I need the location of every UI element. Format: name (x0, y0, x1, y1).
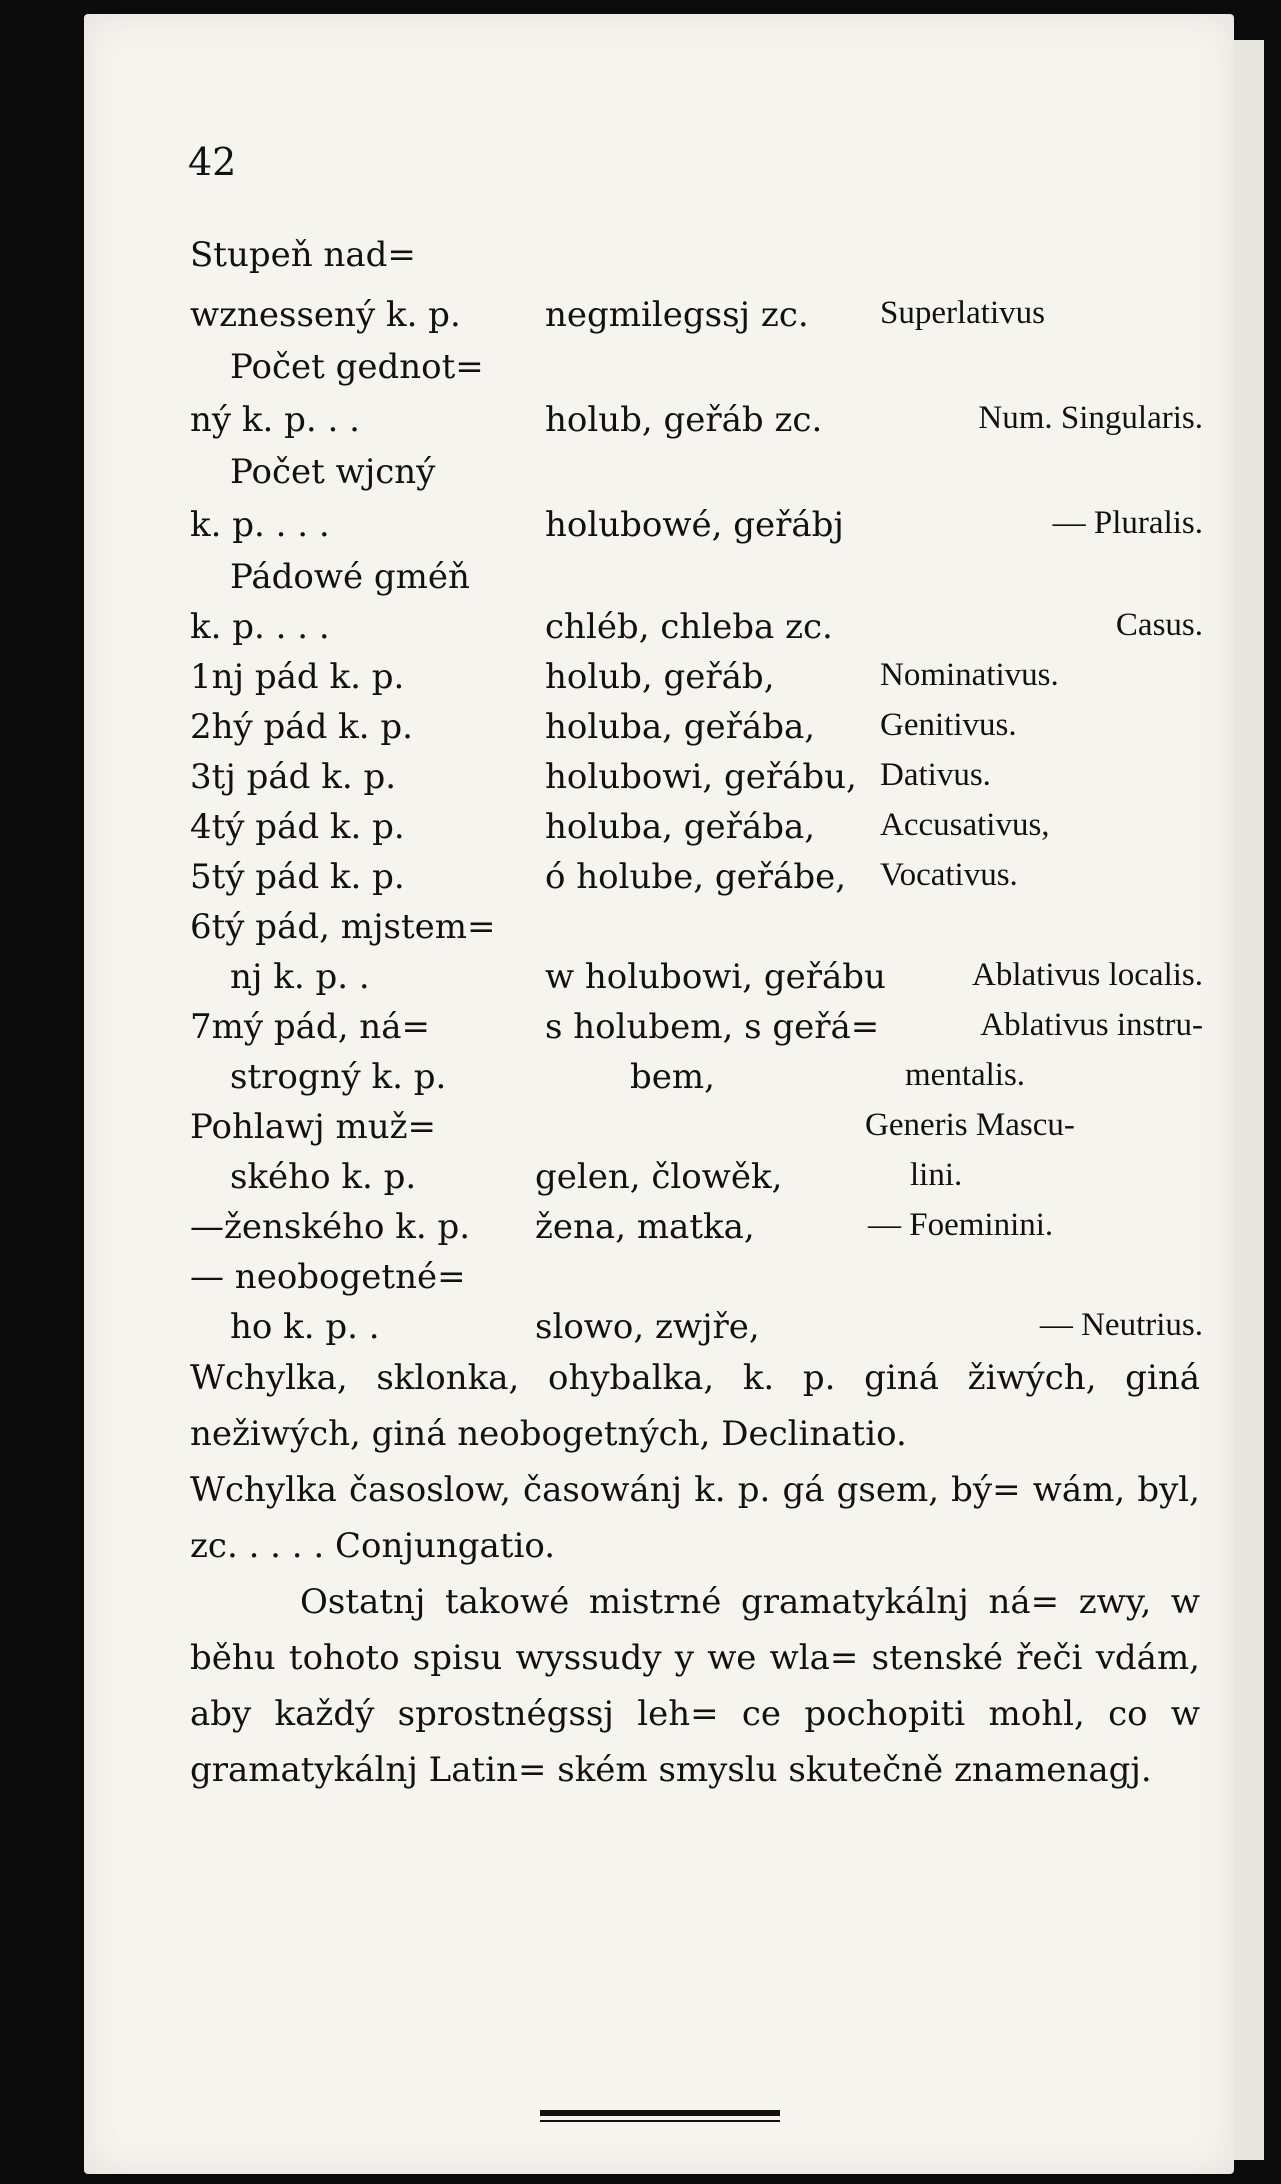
row-2-col1: Počet gednot= (230, 347, 484, 387)
paragraph-declinatio: Wchylka, sklonka, ohybalka, k. p. giná žiwých, giná nežiwých, giná neobogetných, Declinatio. (190, 1358, 1200, 1454)
row-0-col1: Stupeň nad= (190, 235, 416, 275)
row-1-col1: wznessený k. p. (190, 295, 461, 335)
row-10-col1: 3tj pád k. p. (190, 757, 397, 797)
row-5-col3: — Pluralis. (1052, 505, 1203, 541)
paragraph-closing: Ostatnj takowé mistrné gramatykálnj ná= zwy, w běhu tohoto spisu wyssudy y we wla= stenské řeči vdám, aby každý sprostnégssj leh= ce pochopiti mohl, co w gramatykálnj Latin= ském smyslu skutečně znamenagj. (190, 1582, 1200, 1790)
row-11-col3: Accusativus, (880, 807, 1050, 843)
row-18-col3: lini. (910, 1157, 963, 1193)
page-edge (1234, 40, 1264, 2160)
row-10-col3: Dativus. (880, 757, 991, 793)
row-10-col2: holubowi, geřábu, (545, 757, 857, 797)
paragraph-conjungatio: Wchylka časoslow, časowánj k. p. gá gsem, bý= wám, byl, zc. . . . . Conjungatio. (190, 1470, 1200, 1566)
row-15-col1: 7mý pád, ná= (190, 1007, 430, 1047)
row-3-col2: holub, geřáb zc. (545, 400, 823, 440)
row-9-col3: Genitivus. (880, 707, 1017, 743)
row-18-col2: gelen, člowěk, (535, 1157, 783, 1197)
row-15-col2: s holubem, s geřá= (545, 1007, 880, 1047)
row-16-col2: bem, (630, 1057, 715, 1097)
row-16-col3: mentalis. (905, 1057, 1026, 1093)
row-9-col2: holuba, geřába, (545, 707, 816, 747)
row-5-col1: k. p. . . . (190, 505, 330, 545)
closing-rule-thin (540, 2120, 780, 2122)
row-3-col3: Num. Singularis. (978, 400, 1203, 436)
row-6-col1: Pádowé gméň (230, 557, 470, 597)
row-14-col1: nj k. p. . (230, 957, 370, 997)
row-7-col2: chléb, chleba zc. (545, 607, 833, 647)
row-11-col2: holuba, geřába, (545, 807, 816, 847)
closing-rule (540, 2110, 780, 2116)
row-7-col3: Casus. (1115, 607, 1203, 643)
row-8-col3: Nominativus. (880, 657, 1059, 693)
row-1-col3: Superlativus (880, 295, 1045, 331)
row-21-col1: ho k. p. . (230, 1307, 380, 1347)
row-21-col2: slowo, zwjře, (535, 1307, 760, 1347)
row-20-col1: — neobogetné= (190, 1257, 466, 1297)
row-15-col3: Ablativus instru- (980, 1007, 1203, 1043)
row-12-col2: ó holube, geřábe, (545, 857, 847, 897)
row-9-col1: 2hý pád k. p. (190, 707, 413, 747)
row-7-col1: k. p. . . . (190, 607, 330, 647)
page-number: 42 (188, 140, 237, 184)
row-1-col2: negmilegssj zc. (545, 295, 809, 335)
row-17-col1: Pohlawj muž= (190, 1107, 437, 1147)
row-3-col1: ný k. p. . . (190, 400, 360, 440)
row-11-col1: 4tý pád k. p. (190, 807, 405, 847)
row-14-col2: w holubowi, geřábu (545, 957, 886, 997)
row-19-col1: —ženského k. p. (190, 1207, 471, 1247)
row-8-col1: 1nj pád k. p. (190, 657, 405, 697)
row-19-col3: — Foeminini. (868, 1207, 1054, 1243)
row-19-col2: žena, matka, (535, 1207, 755, 1247)
row-13-col1: 6tý pád, mjstem= (190, 907, 496, 947)
row-4-col1: Počet wjcný (230, 452, 436, 492)
row-12-col3: Vocativus. (880, 857, 1018, 893)
row-8-col2: holub, geřáb, (545, 657, 775, 697)
row-18-col1: ského k. p. (230, 1157, 417, 1197)
row-16-col1: strogný k. p. (230, 1057, 447, 1097)
row-14-col3: Ablativus localis. (972, 957, 1203, 993)
row-12-col1: 5tý pád k. p. (190, 857, 405, 897)
row-5-col2: holubowé, geřábj (545, 505, 844, 545)
row-21-col3: — Neutrius. (1039, 1307, 1203, 1343)
row-17-col3: Generis Mascu- (865, 1107, 1075, 1143)
